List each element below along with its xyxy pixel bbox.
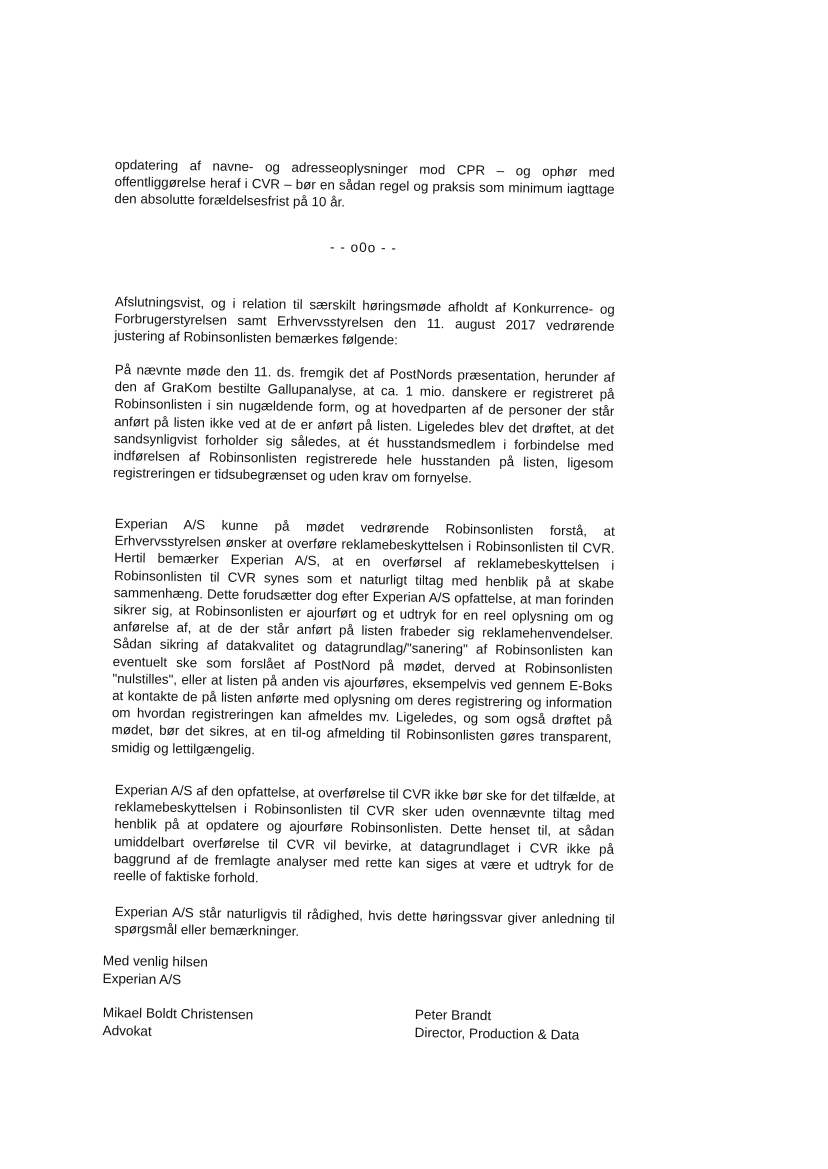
signer-right — [414, 1006, 579, 1045]
signer-right-name: Peter Brandt — [414, 1006, 492, 1024]
paragraph-availability: Experian A/S står naturligvis til rådighed, hvis dette høringssvar giver anledning til spørgsmål eller bemærkninger. — [114, 903, 615, 940]
signer-left-name: Mikael Boldt Christensen — [102, 1004, 254, 1023]
closing-company: Experian A/S — [102, 970, 182, 988]
closing-block — [102, 952, 208, 990]
paragraph-experian-opinion: Experian A/S af den opfattelse, at overførelse til CVR ikke bør ske for det tilfælde, at reklamebeskyttelsen i Robinsonlisten til CVR sker uden ovennævnte tiltag med henblik på at opdatere og ajourføre Robinsonlisten. Dette henset til, at sådan umiddelbart overførelse til CVR vil bevirke, at datagrundlaget i CVR ikke på baggrund af de fremlagte analyser med rette kan siges at være et udtryk for de reelle of faktiske forhold. — [113, 781, 615, 886]
closing-greeting: Med venlig hilsen — [102, 952, 209, 970]
signer-left-title: Advokat — [102, 1022, 152, 1039]
paragraph-hearing-meeting: Afslutningsvist, og i relation til særskilt høringsmøde afholdt af Konkurrence- og Forbrugerstyrelsen samt Erhvervsstyrelsen den 11. august 2017 vedrørende justering af Robinsonlisten bemærkes følgende: — [114, 293, 615, 348]
signer-left — [102, 1004, 253, 1042]
paragraph-cvr-transfer: Experian A/S kunne på mødet vedrørende Robinsonlisten forstå, at Erhvervsstyrelsen ønsker at overføre reklamebeskyttelsen i Robinsonlisten til CVR. Hertil bemærker Experian A/S, at en overførsel af reklamebeskyttelsen i Robinsonlisten til CVR synes som et naturligt tiltag med henblik på at skabe sammenhæng. Dette forudsætter dog efter Experian A/S opfattelse, at man forinden sikrer sig, at Robinsonlisten er ajourført og et udtryk for en reel oplysning om og anførelse af, at de der står anført på listen frabeder sig reklamehenvendelser. Sådan sikring af datakvalitet og datagrundlag/"sanering" af Robinsonlisten kan eventuelt ske som forslået af PostNord på mødet, derved at Robinsonlisten "nulstilles", eller at listen på anden vis ajourføres, eksempelvis ved gennem E-Boks at kontakte de på listen anførte med oplysning om deres registrering og information om hvordan registreringen kan afmeldes mv. Ligeledes, og som også drøftet på mødet, bør det sikres, at en til-og afmelding til Robinsonlisten gøres transparent, smidig og lettilgængelig. — [111, 515, 615, 757]
intro-paragraph: opdatering af navne- og adresseoplysninger mod CPR – og ophør med offentliggørelse heraf i CVR – bør en sådan regel og praksis som minimum iagttage den absolutte forældelsesfrist på 10 år. — [114, 156, 615, 211]
paragraph-postnord-presentation: På nævnte møde den 11. ds. fremgik det af PostNords præsentation, herunder af den af GraKom bestilte Gallupanalyse, at ca. 1 mio. danskere er registreret på Robinsonlisten i sin nugældende form, og at hovedparten af de personer der står anført på listen ikke ved at de er anført på listen. Ligeledes blev det drøftet, at det sandsynligvist forholder sig således, at ét husstandsmedlem i forbindelse med indførelsen af Robinsonlisten registrerede hele husstanden på listen, ligesom registreringen er tidsubegrænset og uden krav om fornyelse. — [113, 361, 615, 486]
signer-right-title: Director, Production & Data — [414, 1024, 580, 1043]
section-separator: - - o0o - - — [329, 239, 398, 256]
